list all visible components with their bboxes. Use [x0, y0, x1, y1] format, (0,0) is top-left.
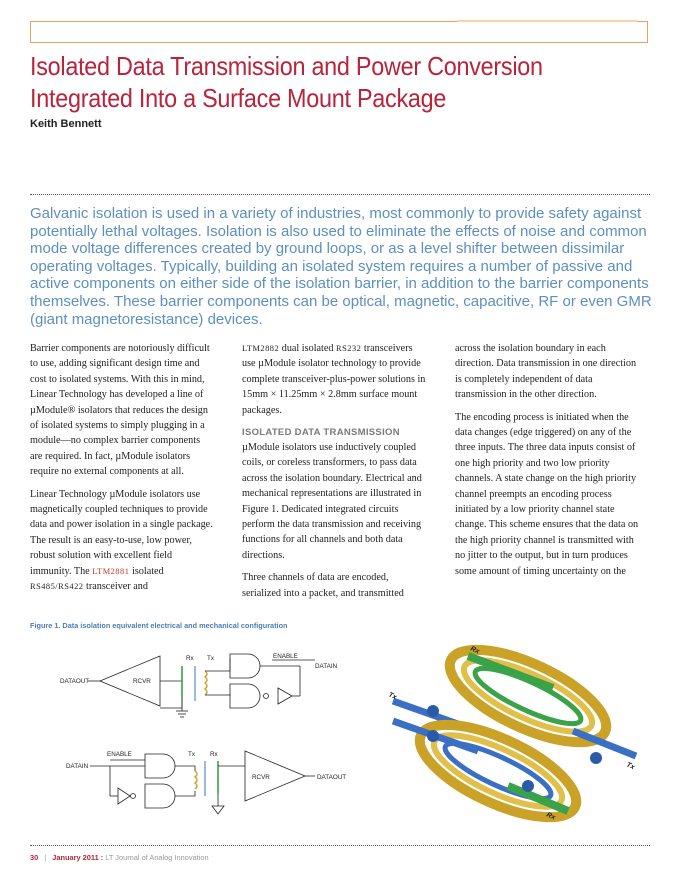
footer-date: January 2011 :: [52, 853, 104, 862]
label-rx-bottom: Rx: [210, 751, 218, 758]
label-tx-bottom: Tx: [188, 751, 195, 758]
column-2-paragraph-3: Three channels of data are encoded, serialized into a packet, and transmitted: [242, 572, 404, 599]
rx-top-wire: [160, 681, 182, 708]
buffer-top: [278, 688, 292, 704]
receiver-top-triangle: [100, 656, 160, 706]
invert-bubble-top: [264, 694, 269, 699]
article-author: Keith Bennett: [30, 118, 102, 130]
electrical-schematic: [30, 636, 360, 836]
c1-text-b: isolated: [129, 565, 164, 577]
label-rcvr-top: RCVR: [133, 678, 151, 685]
column-1-paragraph-2: [30, 487, 214, 595]
coil-assembly-lower: [393, 706, 589, 836]
column-2-paragraph-2: µModule isolators use inductively coupled coils, or coreless transformers, to pass data across the isolation boundary. Electrical and mechanical representations are illustrated in Figure 1. Dedicated integrated circuits perform the data transmission and receiving functions for all channels and both data directions.: [242, 442, 422, 561]
gnd-bottom-triangle: [212, 806, 224, 814]
dotted-divider-bottom: [30, 845, 650, 846]
figure-caption: Figure 1. Data isolation equivalent electrical and mechanical configuration: [30, 621, 288, 630]
label-dataout-bottom: DATAOUT: [317, 774, 347, 781]
header-banner-box: [30, 21, 648, 43]
dotted-divider-top: [30, 194, 650, 195]
tx-top-wire-2: [205, 694, 230, 695]
lead-paragraph: Galvanic isolation is used in a variety of industries, most commonly to provide safety against potentially lethal voltages. Isolation is also used to eliminate the effects of noise and common mode voltage differences created by ground loops, or as a level shifter between dissimilar operating voltages. Typically, building an isolated system requires a number of passive and active components on either side of the isolation barrier, in addition to the barrier components themselves. These barrier components can be optical, magnetic, capacitive, RF or even GMR (giant magnetoresistance) devices.: [30, 205, 652, 328]
and-gate-top-2: [230, 684, 260, 708]
label-rx-mech-top: Rx: [469, 645, 481, 656]
header-accent-line: [457, 20, 637, 22]
label-tx-mech-left: Tx: [387, 691, 398, 702]
body-column-1: [30, 341, 214, 602]
via-upper-right: [590, 752, 602, 764]
c1-text-a: Linear Technology µModule isolators use magnetically coupled techniques to provide data and power isolation in a single package. The result is an easy-to-use, low power, robust solution with excellent field immunity. The: [30, 488, 213, 577]
label-rx-mech-bottom: Rx: [545, 811, 557, 822]
buffer-bottom: [118, 788, 130, 804]
via-upper-left: [427, 705, 439, 717]
part-ltm2882: LTM2882: [242, 344, 280, 353]
section-heading-isolated-data: ISOLATED DATA TRANSMISSION: [242, 427, 400, 439]
part-link-ltm2881[interactable]: LTM2881: [92, 566, 130, 576]
footer-journal-name: LT Journal of Analog Innovation: [105, 853, 209, 862]
column-3-paragraph-2: The encoding process is initiated when the data changes (edge triggered) on any of the three inputs. The three data inputs consist of one high priority and two low priority channels. A state change on the high priority channel preempts an encoding process initiated by a low priority channel state change. This scheme ensures that the data on the high priority channel is transmitted with no jitter to the output, but in turn produces some amount of timing uncertainty on the: [455, 411, 639, 577]
and-gate-top-1: [230, 654, 260, 678]
tx-bottom-wire-2: [175, 791, 195, 796]
article-title-line-1: Isolated Data Transmission and Power Conversion: [30, 51, 543, 81]
via-lower-right: [522, 780, 534, 792]
invert-bubble-bottom: [131, 794, 136, 799]
label-dataout-top: DATAOUT: [60, 678, 90, 685]
column-3-paragraph-1: across the isolation boundary in each direction. Data transmission in one direction is completely independent of data transmission in the other direction.: [455, 343, 637, 401]
body-column-2: [242, 341, 426, 608]
label-datain-top: DATAIN: [315, 663, 338, 670]
label-tx-top: Tx: [207, 655, 214, 662]
c2-text-a: dual isolated: [279, 343, 337, 354]
tx-coil-bottom: [195, 771, 197, 789]
body-column-3: [455, 341, 639, 586]
and-gate-bottom-2: [145, 784, 175, 808]
c2-text-b: transceivers use µModule isolator technology to provide complete transceiver-plus-power solutions in 15mm × 11.25mm × 2.8mm surface mount packages.: [242, 343, 426, 416]
label-tx-mech-right: Tx: [625, 761, 636, 772]
c1-text-c: transceiver and: [83, 581, 148, 593]
label-enable-bottom: ENABLE: [107, 751, 132, 758]
page-footer: [30, 853, 209, 862]
and-gate-bottom-1: [145, 754, 175, 778]
footer-page-number: 30: [30, 853, 39, 862]
article-title-line-2: Integrated Into a Surface Mount Package: [30, 83, 447, 113]
label-enable-top: ENABLE: [273, 653, 298, 660]
article-title: [30, 50, 588, 114]
via-lower-left: [427, 730, 439, 742]
column-1-paragraph-1: Barrier components are notoriously difficult to use, adding significant design time and cost to isolated systems. With this in mind, Linear Technology has developed a line of µModule® isolators that reduces the design of isolated systems to simply plugging in a module—no complex barrier components are required. In fact, µModule isolators require no external components at all.: [30, 343, 210, 478]
coil-lower-gold-outer: [407, 706, 588, 836]
label-rcvr-bottom: RCVR: [252, 774, 270, 781]
label-rx-top: Rx: [186, 655, 194, 662]
c2-rs232-label: RS232: [336, 344, 362, 353]
column-2-paragraph-1: [242, 341, 426, 418]
label-datain-bottom: DATAIN: [66, 763, 89, 770]
c1-rs485-label: RS485/RS422: [30, 582, 84, 592]
footer-separator: |: [44, 853, 47, 862]
mechanical-coil-illustration: [378, 636, 648, 836]
tx-bottom-wire-1: [175, 766, 195, 771]
tx-coil-top: [205, 671, 207, 695]
